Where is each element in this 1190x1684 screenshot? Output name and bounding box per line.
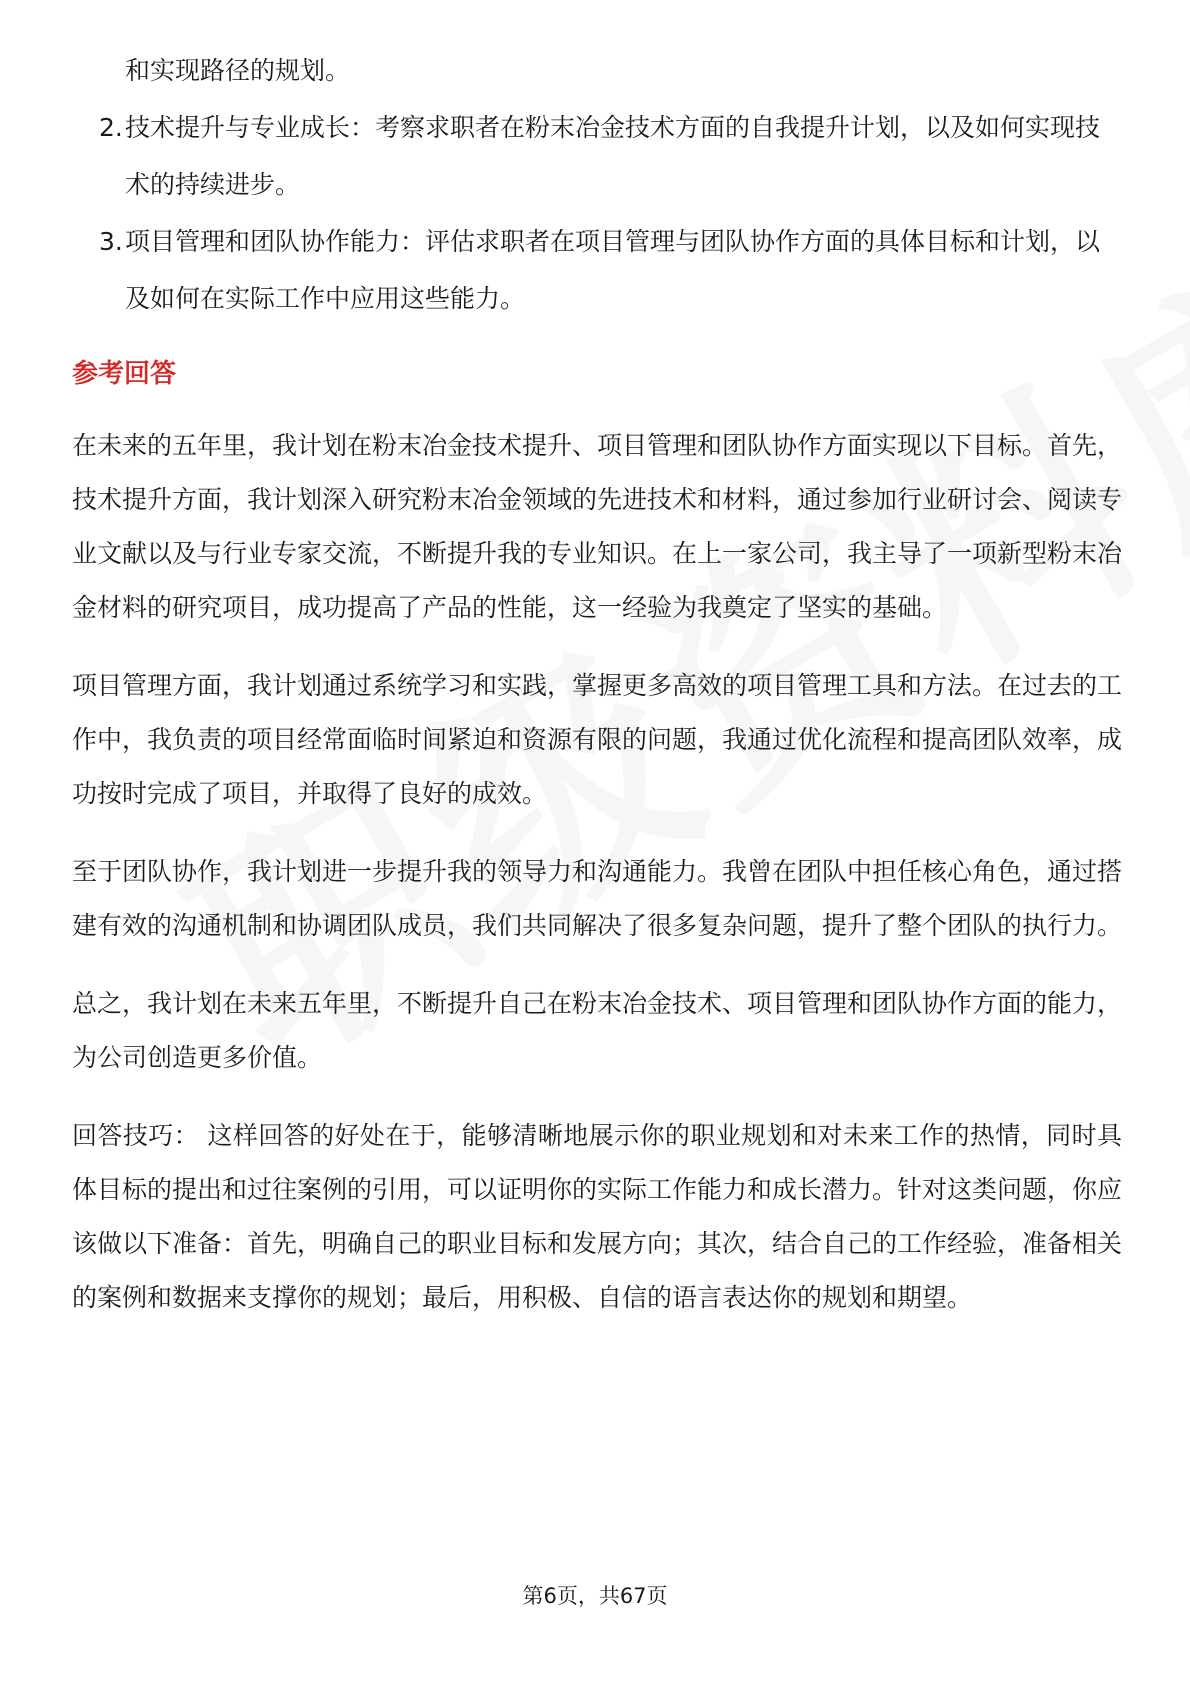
tips-paragraph: 回答技巧： 这样回答的好处在于，能够清晰地展示你的职业规划和对未来工作的热情，同时具体目标的提出和过往案例的引用，可以证明你的实际工作能力和成长潜力。针对这类问题，你应该做以下准备：首先，明确自己的职业目标和发展方向；其次，结合自己的工作经验，准备相关的案例和数据来支撑你的规划；最后，用积极、自信的语言表达你的规划和期望。 (72, 1121, 1123, 1312)
answer-paragraph: 至于团队协作，我计划进一步提升我的领导力和沟通能力。我曾在团队中担任核心角色，通过搭建有效的沟通机制和协调团队成员，我们共同解决了很多复杂问题，提升了整个团队的执行力。 (72, 857, 1123, 940)
list-item (72, 213, 1122, 327)
list-item (72, 99, 1122, 213)
list-item-number: 3. (99, 227, 123, 256)
answer-paragraph: 在未来的五年里，我计划在粉末冶金技术提升、项目管理和团队协作方面实现以下目标。首先，技术提升方面，我计划深入研究粉末冶金领域的先进技术和材料，通过参加行业研讨会、阅读专业文献以及与行业专家交流，不断提升我的专业知识。在上一家公司，我主导了一项新型粉末冶金材料的研究项目，成功提高了产品的性能，这一经验为我奠定了坚实的基础。 (72, 431, 1123, 622)
answer-paragraph: 项目管理方面，我计划通过系统学习和实践，掌握更多高效的项目管理工具和方法。在过去的工作中，我负责的项目经常面临时间紧迫和资源有限的问题，我通过优化流程和提高团队效率，成功按时完成了项目，并取得了良好的成效。 (72, 671, 1123, 808)
answer-paragraph: 总之，我计划在未来五年里，不断提升自己在粉末冶金技术、项目管理和团队协作方面的能力，为公司创造更多价值。 (72, 989, 1123, 1072)
list-item-continuation: 和实现路径的规划。 (125, 56, 351, 85)
page-content (72, 42, 1122, 1325)
list-item-number: 2. (99, 113, 123, 142)
evaluation-points-list (72, 99, 1122, 327)
section-heading: 参考回答 (72, 359, 177, 389)
list-item-text: 技术提升与专业成长：考察求职者在粉末冶金技术方面的自我提升计划，以及如何实现技术的持续进步。 (125, 113, 1101, 199)
list-item-text: 项目管理和团队协作能力：评估求职者在项目管理与团队协作方面的具体目标和计划，以及如何在实际工作中应用这些能力。 (125, 227, 1101, 313)
page-number: 第6页，共67页 (522, 1584, 668, 1608)
